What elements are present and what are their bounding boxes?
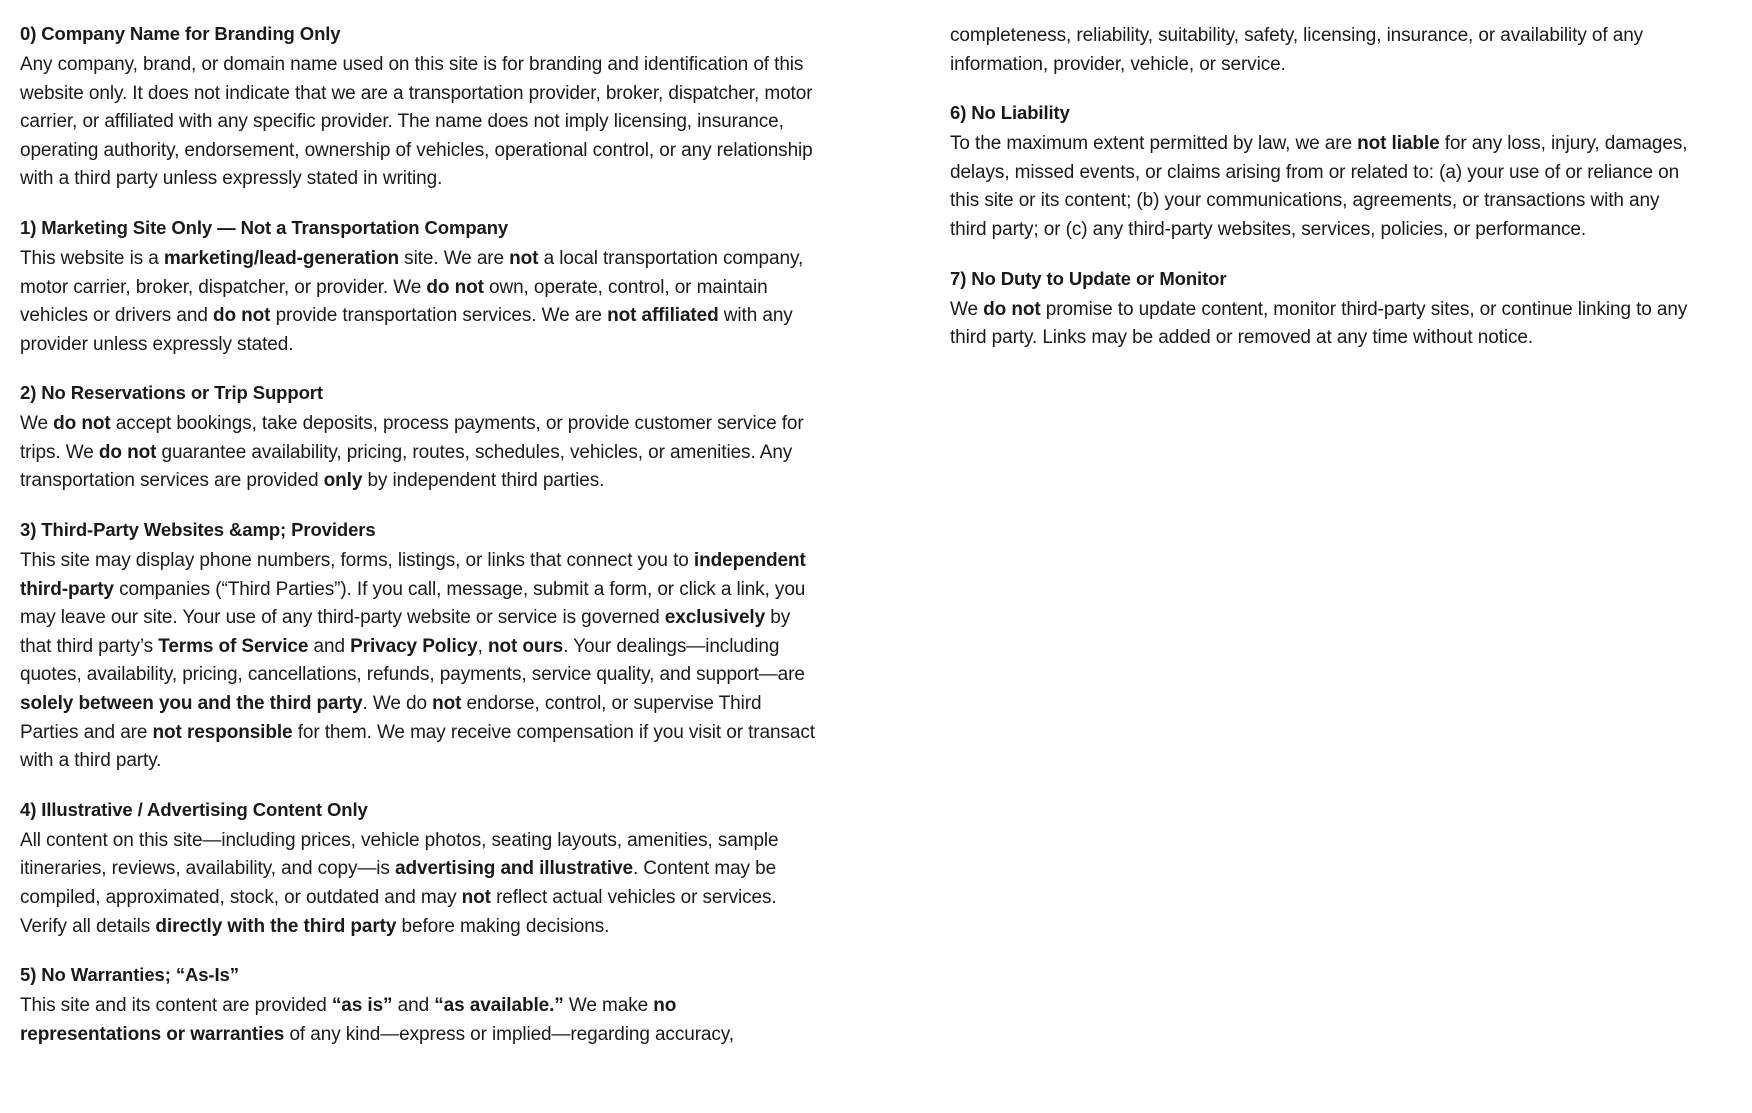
section-no-warranties — [20, 963, 818, 1049]
section-heading: 7) No Duty to Update or Monitor — [950, 267, 1227, 289]
section-body: This website is a marketing/lead-generation site. We are not a local transportation company, motor carrier, broker, dispatcher, or provider. We do not own, operate, control, or maintain vehicles or drivers and do not provide transportation services. We are not affiliated with any provider unless expressly stated. — [20, 247, 804, 355]
section-no-reservations — [20, 381, 818, 496]
section-body: We do not promise to update content, monitor third-party sites, or continue linking to any third party. Links may be added or removed at any time without notice. — [950, 298, 1688, 349]
section-heading: 2) No Reservations or Trip Support — [20, 382, 323, 404]
section-marketing-site-only — [20, 216, 818, 359]
section-body: This site may display phone numbers, forms, listings, or links that connect you to independent third-party companies (“Third Parties”). If you call, message, submit a form, or click a link, you may leave our site. Your use of any third-party website or service is governed exclusively by that third party’s Terms of Service and Privacy Policy, not ours. Your dealings—including quotes, availability, pricing, cancellations, refunds, payments, service quality, and support—are solely between you and the third party. We do not endorse, control, or supervise Third Parties and are not responsible for them. We may receive compensation if you visit or transact with a third party. — [20, 550, 815, 772]
section-no-liability — [950, 101, 1698, 244]
section-body: We do not accept bookings, take deposits, process payments, or provide customer service for trips. We do not guarantee availability, pricing, routes, schedules, vehicles, or amenities. Any transportation services are provided only by independent third parties. — [20, 413, 804, 492]
two-column-layout — [0, 22, 1752, 1049]
section-heading: 3) Third-Party Websites &amp; Providers — [20, 519, 376, 541]
section-heading: 6) No Liability — [950, 102, 1070, 124]
left-column — [0, 22, 838, 1049]
section-third-party-websites — [20, 518, 818, 776]
section-heading: 4) Illustrative / Advertising Content Only — [20, 798, 368, 820]
section-illustrative-content — [20, 798, 818, 941]
section-heading: 1) Marketing Site Only — Not a Transportation Company — [20, 216, 509, 238]
section-body: completeness, reliability, suitability, safety, licensing, insurance, or availability of any information, provider, vehicle, or service. — [950, 25, 1644, 75]
section-heading: 0) Company Name for Branding Only — [20, 23, 341, 44]
section-heading: 5) No Warranties; “As-Is” — [20, 964, 239, 986]
section-no-duty-to-update — [950, 267, 1698, 353]
section-no-warranties-continued — [950, 22, 1698, 79]
section-body: All content on this site—including prices, vehicle photos, seating layouts, amenities, sample itineraries, reviews, availability, and copy—is advertising and illustrative. Content may be compiled, approximated, stock, or outdated and may not reflect actual vehicles or services. Verify all details directly with the third party before making decisions. — [20, 829, 779, 937]
section-body: To the maximum extent permitted by law, we are not liable for any loss, injury, damages, delays, missed events, or claims arising from or related to: (a) your use of or reliance on this site or its content; (b) your communications, agreements, or transactions with any third party; or (c) any third-party websites, services, policies, or performance. — [950, 133, 1688, 240]
section-body: This site and its content are provided “as is” and “as available.” We make no representations or warranties of any kind—express or implied—regarding accuracy, — [20, 995, 734, 1045]
section-company-name-branding — [20, 22, 818, 194]
right-column — [838, 22, 1718, 353]
section-body: Any company, brand, or domain name used on this site is for branding and identification of this website only. It does not indicate that we are a transportation provider, broker, dispatcher, motor carrier, or affiliated with any specific provider. The name does not imply licensing, insurance, operating authority, endorsement, ownership of vehicles, operational control, or any relationship with a third party unless expressly stated in writing. — [20, 53, 813, 190]
